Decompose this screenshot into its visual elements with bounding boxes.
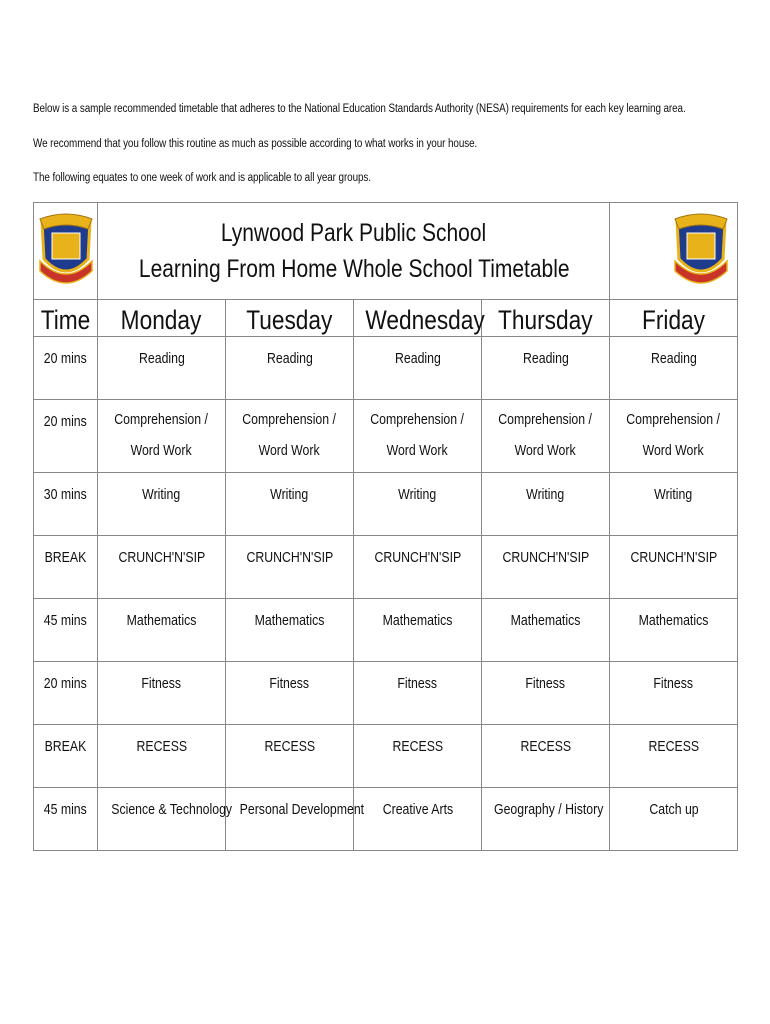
activity-cell	[610, 337, 738, 400]
table-row	[34, 473, 738, 536]
table-row	[34, 725, 738, 788]
time-cell	[34, 725, 98, 788]
activity-cell	[354, 599, 482, 662]
cell-text: Writing	[654, 486, 693, 503]
cell-text: Geography / History	[494, 801, 604, 818]
cell-text: Catch up	[648, 801, 699, 818]
cell-text: Reading	[394, 350, 441, 367]
cell-text: CRUNCH'N'SIP	[502, 549, 589, 566]
school-crest-logo	[38, 213, 94, 289]
table-row	[34, 599, 738, 662]
activity-cell	[98, 788, 233, 851]
time-cell	[34, 536, 98, 599]
activity-cell	[226, 473, 354, 536]
column-header-label: Wednesday	[365, 304, 485, 335]
cell-text: BREAK	[44, 738, 87, 755]
cell-text: Writing	[398, 486, 437, 503]
column-header-label: Monday	[121, 304, 202, 335]
activity-cell	[98, 536, 226, 599]
table-row	[34, 400, 738, 473]
activity-cell	[610, 599, 738, 662]
activity-cell	[354, 662, 482, 725]
activity-cell	[610, 725, 738, 788]
cell-text: 20 mins	[43, 350, 88, 367]
activity-cell	[482, 337, 610, 400]
cell-text: Writing	[270, 486, 309, 503]
logo-cell-left	[34, 203, 98, 300]
time-cell	[34, 788, 98, 851]
time-cell	[34, 473, 98, 536]
cell-text: Fitness	[141, 675, 182, 692]
cell-text: Mathematics	[126, 612, 197, 629]
activity-cell	[610, 662, 738, 725]
column-header-label: Friday	[642, 304, 706, 335]
intro-line-3: The following equates to one week of work and is applicable to all year groups.	[33, 172, 371, 184]
school-title-cell	[98, 203, 610, 300]
column-header-wednesday	[354, 300, 485, 337]
activity-cell	[226, 599, 354, 662]
column-header-row	[34, 300, 738, 337]
cell-text: Personal Development	[239, 801, 365, 818]
table-row	[34, 662, 738, 725]
column-header-label: Thursday	[498, 304, 593, 335]
cell-text: 30 mins	[43, 486, 88, 503]
column-header-label: Tuesday	[246, 304, 333, 335]
column-header-label: Time	[40, 304, 91, 335]
cell-text: 45 mins	[43, 612, 88, 629]
cell-text: RECESS	[648, 738, 699, 755]
cell-text: Writing	[142, 486, 181, 503]
cell-text: Creative Arts	[382, 801, 453, 818]
timetable	[33, 202, 738, 851]
column-header-friday	[610, 300, 738, 337]
time-cell	[34, 662, 98, 725]
cell-text: RECESS	[264, 738, 315, 755]
cell-text: Writing	[526, 486, 565, 503]
activity-cell	[226, 725, 354, 788]
cell-text: Comprehension / Word Work	[626, 411, 721, 459]
cell-text: CRUNCH'N'SIP	[374, 549, 461, 566]
cell-text: Mathematics	[638, 612, 709, 629]
timetable-body	[34, 337, 738, 851]
activity-cell	[98, 337, 226, 400]
school-crest-logo	[673, 213, 729, 289]
time-cell	[34, 337, 98, 400]
column-header-monday	[98, 300, 226, 337]
cell-text: Reading	[650, 350, 697, 367]
activity-cell	[226, 536, 354, 599]
activity-cell	[98, 662, 226, 725]
activity-cell	[98, 400, 226, 473]
cell-text: RECESS	[392, 738, 443, 755]
cell-text: BREAK	[44, 549, 87, 566]
cell-text: Fitness	[397, 675, 438, 692]
activity-cell	[482, 473, 610, 536]
column-header-tuesday	[226, 300, 354, 337]
activity-cell	[354, 725, 482, 788]
activity-cell	[482, 400, 610, 473]
activity-cell	[226, 400, 354, 473]
cell-text: 20 mins	[43, 675, 88, 692]
activity-cell	[610, 536, 738, 599]
cell-text: Reading	[522, 350, 569, 367]
cell-text: CRUNCH'N'SIP	[246, 549, 333, 566]
cell-text: Comprehension / Word Work	[242, 411, 337, 459]
activity-cell	[354, 473, 482, 536]
logo-cell-right	[610, 203, 738, 300]
cell-text: 20 mins	[43, 413, 88, 430]
column-header-thursday	[482, 300, 610, 337]
activity-cell	[610, 788, 738, 851]
cell-text: Reading	[266, 350, 313, 367]
column-header-time	[34, 300, 98, 337]
timetable-title: Learning From Home Whole School Timetable	[138, 255, 570, 283]
activity-cell	[226, 662, 354, 725]
cell-text: Mathematics	[510, 612, 581, 629]
cell-text: Comprehension / Word Work	[114, 411, 209, 459]
activity-cell	[354, 536, 482, 599]
time-cell	[34, 400, 98, 473]
activity-cell	[482, 536, 610, 599]
cell-text: Fitness	[269, 675, 310, 692]
activity-cell	[226, 337, 354, 400]
cell-text: Mathematics	[382, 612, 453, 629]
intro-line-1: Below is a sample recommended timetable that adheres to the National Education Standards Authority (NESA) requirements for each key learning area.	[33, 103, 686, 115]
cell-text: Comprehension / Word Work	[498, 411, 593, 459]
cell-text: Fitness	[653, 675, 694, 692]
table-row	[34, 536, 738, 599]
cell-text: Comprehension / Word Work	[370, 411, 465, 459]
cell-text: CRUNCH'N'SIP	[630, 549, 717, 566]
cell-text: Mathematics	[254, 612, 325, 629]
activity-cell	[610, 473, 738, 536]
activity-cell	[98, 599, 226, 662]
intro-line-2: We recommend that you follow this routine as much as possible according to what works in your house.	[33, 138, 478, 150]
activity-cell	[354, 337, 482, 400]
activity-cell	[482, 599, 610, 662]
activity-cell	[610, 400, 738, 473]
activity-cell	[354, 400, 482, 473]
cell-text: Fitness	[525, 675, 566, 692]
activity-cell	[354, 788, 482, 851]
cell-text: 45 mins	[43, 801, 88, 818]
timetable-header	[34, 203, 738, 300]
cell-text: RECESS	[520, 738, 571, 755]
table-row	[34, 788, 738, 851]
activity-cell	[98, 473, 226, 536]
activity-cell	[482, 788, 610, 851]
activity-cell	[482, 725, 610, 788]
cell-text: Science & Technology	[111, 801, 233, 818]
activity-cell	[98, 725, 226, 788]
cell-text: RECESS	[136, 738, 187, 755]
time-cell	[34, 599, 98, 662]
school-name: Lynwood Park Public School	[220, 219, 487, 247]
activity-cell	[482, 662, 610, 725]
table-row	[34, 337, 738, 400]
cell-text: Reading	[138, 350, 185, 367]
activity-cell	[226, 788, 365, 851]
cell-text: CRUNCH'N'SIP	[118, 549, 205, 566]
